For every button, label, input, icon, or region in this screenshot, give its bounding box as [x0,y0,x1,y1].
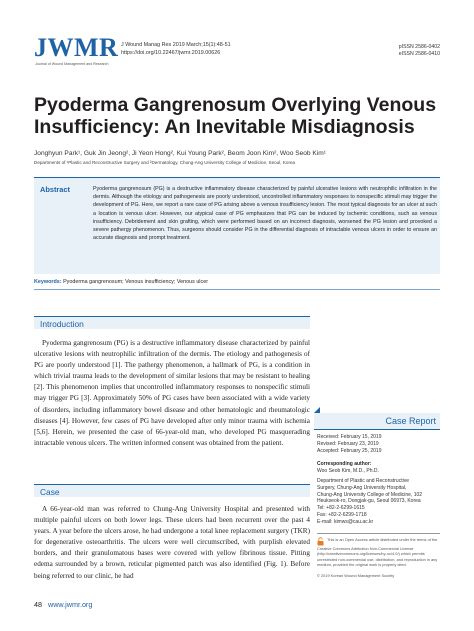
address-line: Surgery, Chung-Ang University Hospital, [317,484,407,491]
page-footer [34,600,92,609]
phone-line: Tel: +82-2-6299-1615 [317,505,365,512]
case-report-tag [314,413,440,430]
case-paragraph: A 66-year-old man was referred to Chung-Ang University Hospital and presented with multiple painful ulcers on both lower legs. These ulcers had been recurrent over the past 4 years. A year before the ulcers arose, he had undergone a total knee replacement surgery (TKR) for degenerative osteoarthritis. The ulcers were well circumscribed, with purplish elevated borders, and their granulomatous bases were covered with yellow fibrinous tissue. Pitting edema surrounded by a brown, reticular pigmented patch was also identified (Fig. 1). Before being referred to our clinic, he had [34,505,310,580]
doi-link[interactable]: https://doi.org/10.22467/jwmr.2019.00626 [121,49,221,56]
journal-citation-block [121,42,231,57]
corresponding-author-address [317,478,440,526]
corresponding-author-name: Woo Seob Kim, M.D., Ph.D. [317,468,379,474]
issn-block [399,44,440,58]
affiliation: Departments of ¹Plastic and Reconstructive Surgery and ²Dermatology, Chung-Ang University College of Medicine, Seoul, Korea [34,160,296,165]
open-access-text: This is an Open Access article distributed under the terms of the Creative Commons Attribution Non-Commercial License (http://creativecommons.org/licenses/by-nc/4.0/) which permits unrestricted non-commercial use, distribution, and reproduction in any medium, provided the original work is properly cited. [317,537,438,568]
corresponding-author-heading: Corresponding author: [317,461,372,467]
keywords-label: Keywords: [34,279,62,285]
introduction-heading: Introduction [34,316,310,329]
pissn: pISSN 2586-0402 [398,44,440,50]
copyright-line: © 2019 Korean Wound Management Society [317,573,395,578]
case-heading: Case [34,484,310,497]
address-line: Chung-Ang University College of Medicine, 102 [317,491,423,498]
case-report-label: Case Report [385,416,436,426]
journal-logo-subtitle: Journal of Wound Management and Research [35,62,109,66]
keywords-text: Pyoderma gangrenosum; Venous insufficiency; Venous ulcer [63,279,208,285]
address-line: Department of Plastic and Reconstructive [317,478,409,484]
revised-date: Revised: February 23, 2019 [317,440,379,447]
case-report-corner-mark [314,407,320,413]
received-date: Received: February 15, 2019 [317,434,382,440]
journal-header [34,35,440,71]
email-line[interactable]: E-mail: kimws@cau.ac.kr [317,518,374,525]
page-number: 48 [34,600,42,609]
accepted-date: Accepted: February 25, 2019 [317,447,382,454]
address-line: Heukseok-ro, Dongjak-gu, Seoul 06973, Korea [317,498,421,505]
fax-line: Fax: +82-2-6299-1718 [317,511,367,518]
journal-citation: J Wound Manag Res 2019 March;15(1):48-51 [121,42,231,48]
author-list: Jonghyun Park¹, Guk Jin Jeong², Ji Yeon Hong², Kui Young Park², Beom Joon Kim², Woo Seob Kim¹ [34,150,326,157]
abstract-text: Pyoderma gangrenosum (PG) is a destructive inflammatory disease characterized by painful ulcerative lesions with neutrophilic infiltration in the dermis. Although the etiology and pathogenesis are poorly understood, uncontrolled inflammatory responses to nonspecific stimuli may trigger the development of PG. Here, we report a rare case of PG arising above a venous insufficiency lesion. The most typical diagnosis for an ulcer at such a location is venous ulcer. However, our atypical case of PG emphasizes that PG can be induced by ischemic conditions, such as venous insufficiency. Debridement and skin grafting, which were performed based on an incorrect diagnosis, worsened the PG lesion and provoked a severe pathergy phenomenon. Thus, surgeons should consider PG in the differential diagnosis of intractable venous ulcers in order to ensure an accurate diagnosis and prompt treatment. [93,186,437,242]
article-title: Pyoderma Gangrenosum Overlying Venous Insufficiency: An Inevitable Misdiagnosis [34,94,437,138]
keywords-line [34,279,440,290]
abstract-panel [34,177,440,274]
eissn: eISSN 2586-0410 [398,51,440,58]
journal-logo: JWMR [34,33,119,62]
open-access-notice [317,533,440,568]
article-dates [317,434,440,454]
introduction-paragraph: Pyoderma gangrenosum (PG) is a destructive inflammatory disease characterized by painful ulcerative lesions with neutrophilic infiltration of the dermis. The etiology and pathogenesis of PG are poorly understood [1]. The pathergy phenomenon, a hallmark of PG, is a condition in which trivial trauma leads to the development of similar lesions that may be resistant to healing [2]. This phenomenon implies that uncontrolled inflammatory responses to nonspecific stimuli may trigger PG [3]. Approximately 50% of PG cases have been associated with a wide variety of disorders, including inflammatory bowel disease and other hematologic and rheumatologic diseases [4]. However, few cases of PG have developed after only minor trauma with ischemia [5,6]. Herein, we presented the case of 66-year-old man, who developed PG masquerading intractable venous ulcers. The written informed consent was obtained from the patient. [34,339,310,447]
journal-url-link[interactable]: www.jwmr.org [48,600,93,609]
open-access-lock-icon [317,537,324,546]
abstract-label: Abstract [40,185,70,194]
